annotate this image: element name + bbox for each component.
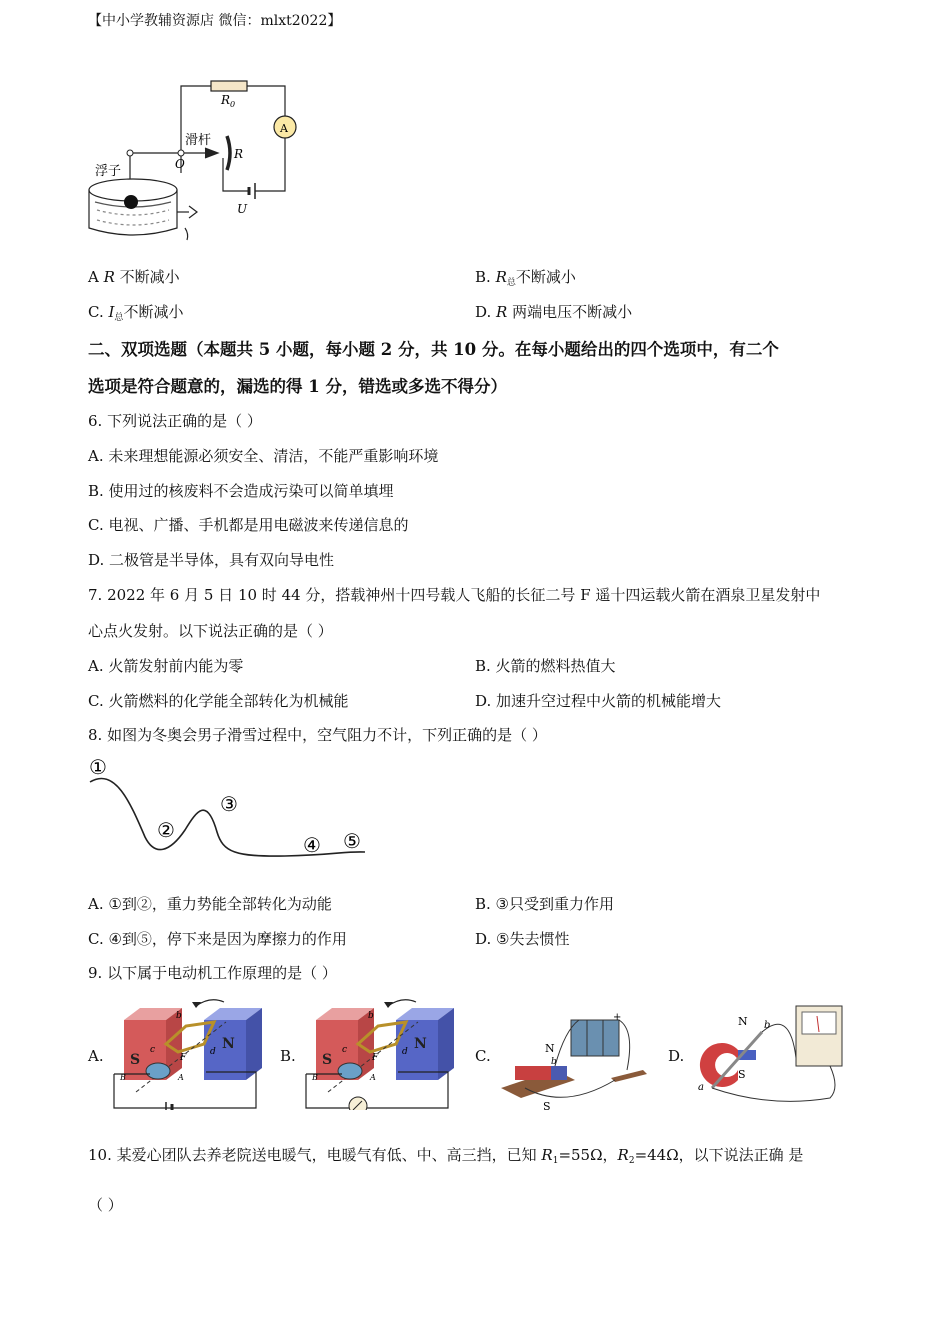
ski-label-4: ④ [303,833,321,857]
q6-stem: 6. 下列说法正确的是（ ） [88,412,262,430]
q9-option-a-label: A. [88,1047,104,1065]
fig-d-s-label: S [738,1068,746,1081]
motor-a-b-label: b [176,1011,182,1021]
battery-magnet-figure-c [495,1000,655,1112]
q5-option-a: A R 不断减小 [88,268,180,286]
q7-option-b: B. 火箭的燃料热值大 [475,657,616,675]
q6-option-b: B. 使用过的核废料不会造成污染可以简单填埋 [88,482,394,500]
float-label: 浮子 [95,164,122,179]
pivot-label: O [175,157,185,171]
q7-option-c: C. 火箭燃料的化学能全部转化为机械能 [88,692,349,710]
q5-option-d: D. R 两端电压不断减小 [475,303,633,321]
ski-label-3: ③ [220,792,238,816]
ski-label-5: ⑤ [343,829,361,853]
galvanometer-figure-d [690,998,860,1110]
q9-option-c-label: C. [475,1047,491,1065]
motor-a-c-label: c [150,1045,156,1055]
motor-b-f-label: F [372,1053,379,1063]
resistor-label: R [234,147,244,161]
motor-figure-a [106,992,266,1110]
float-circuit-figure [85,78,300,248]
q7-option-a: A. 火箭发射前内能为零 [88,657,244,675]
section2-heading-line2: 选项是符合题意的，漏选的得 1 分，错选或多选不得分） [88,377,507,396]
q7-stem-line1: 7. 2022 年 6 月 5 日 10 时 44 分，搭载神州十四号载人飞船的长征二号 F 遥十四运载火箭在酒泉卫星发射中 [88,586,821,604]
motor-a-brush-b-label: B [120,1073,126,1082]
ski-label-1: ① [89,755,107,779]
motor-a-d-label: d [210,1047,216,1057]
motor-b-c-label: c [342,1045,348,1055]
q7-option-d: D. 加速升空过程中火箭的机械能增大 [475,692,722,710]
q7-stem-line2: 心点火发射。以下说法正确的是（ ） [88,622,333,640]
motor-b-s-label: S [322,1052,333,1068]
fig-c-s-label: S [543,1100,551,1112]
q5-option-b: B. $R_总$不断减小 [475,268,576,288]
q8-option-d: D. ⑤失去惯性 [475,930,570,948]
q6-option-d: D. 二极管是半导体，具有双向导电性 [88,551,335,569]
fig-c-n-label: N [545,1042,555,1055]
q8-option-b: B. ③只受到重力作用 [475,895,615,913]
slider-label: 滑杆 [185,133,212,148]
ammeter-label: A [280,122,288,135]
fig-d-b-label: b [764,1020,771,1031]
header-watermark: 【中小学教辅资源店 微信：mlxt2022】 [88,13,342,29]
motor-b-brush-b-label: B [312,1073,318,1082]
fig-d-n-label: N [738,1015,748,1028]
motor-b-b-label: b [368,1011,374,1021]
section2-heading-line1: 二、双项选题（本题共 5 小题，每小题 2 分，共 10 分。在每小题给出的四个选项中，有二个 [88,340,779,359]
motor-a-n-label: N [222,1036,235,1052]
q10-stem: 10. 某爱心团队去养老院送电暖气，电暖气有低、中、高三挡，已知 $R_1=55\Omega$，$R_2=44\Omega$，以下说法正确 是 [88,1146,804,1166]
motor-b-d-label: d [402,1047,408,1057]
r0-label: $R_0$ [221,93,236,109]
q10-paren: （ ） [88,1196,123,1214]
fig-c-plus-label: + [613,1012,622,1023]
q8-option-a: A. ①到②，重力势能全部转化为动能 [88,895,332,913]
q9-stem: 9. 以下属于电动机工作原理的是（ ） [88,964,337,982]
q8-stem: 8. 如图为冬奥会男子滑雪过程中，空气阻力不计，下列正确的是（ ） [88,726,547,744]
q9-option-b-label: B. [280,1047,296,1065]
ski-track-figure [85,752,375,864]
fig-c-b-label: b [551,1057,557,1067]
motor-figure-b [298,992,458,1110]
fig-d-a-label: a [698,1082,704,1093]
motor-b-n-label: N [414,1036,427,1052]
q9-option-d-label: D. [668,1047,685,1065]
q5-option-c: C. $I_总$不断减小 [88,303,184,323]
motor-a-f-label: F [180,1053,187,1063]
motor-b-brush-a-label: A [370,1073,376,1082]
q8-option-c: C. ④到⑤，停下来是因为摩擦力的作用 [88,930,347,948]
voltage-label: U [237,202,248,216]
motor-a-brush-a-label: A [178,1073,184,1082]
motor-a-s-label: S [130,1052,141,1068]
ski-label-2: ② [157,818,175,842]
q6-option-a: A. 未来理想能源必须安全、清洁，不能严重影响环境 [88,447,439,465]
q6-option-c: C. 电视、广播、手机都是用电磁波来传递信息的 [88,516,409,534]
